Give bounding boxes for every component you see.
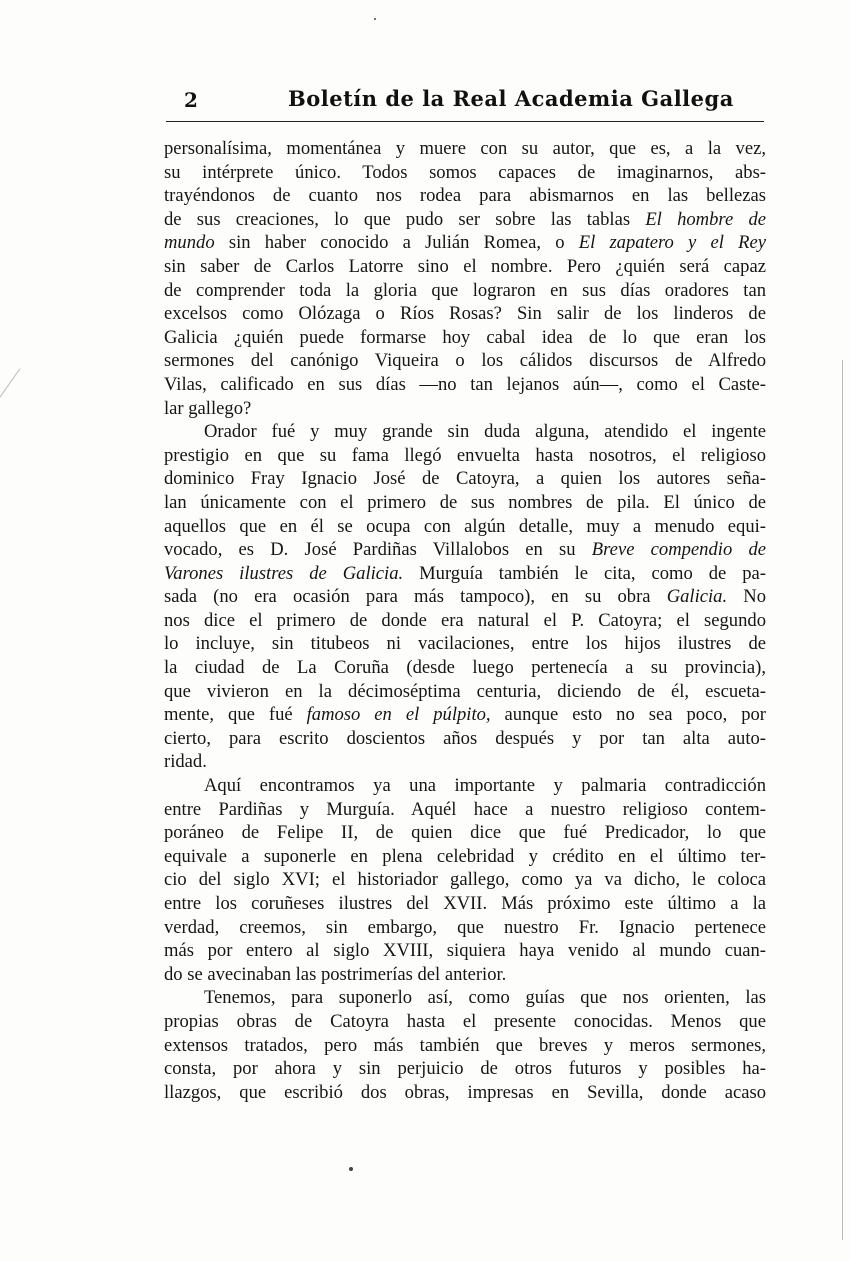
paragraph-4 (164, 986, 766, 1104)
text-line: cierto, para escrito doscientos años después y por tan alta auto- (164, 727, 766, 749)
text-line: equivale a suponerle en plena celebridad y crédito en el último ter- (164, 845, 766, 867)
italic-title: Galicia. (666, 586, 728, 608)
body-text (164, 137, 766, 1104)
page-edge-mark (842, 360, 843, 1240)
text-line: personalísima, momentánea y muere con su autor, que es, a la vez, (164, 138, 766, 159)
ink-speck (349, 1167, 353, 1171)
italic-title: El hombre de (645, 208, 766, 230)
text-line: extensos tratados, pero más también que breves y meros sermones, (164, 1034, 766, 1056)
italic-title: Varones ilustres de Galicia. (164, 562, 404, 584)
text-segment: aunque esto no sea poco, por (490, 704, 766, 726)
paragraph-3 (164, 774, 766, 986)
text-line: que vivieron en la décimoséptima centuria, diciendo de él, escueta- (164, 680, 766, 702)
text-segment: vocado, es D. José Pardiñas Villalobos en su (164, 539, 592, 561)
text-segment: No (727, 586, 766, 608)
text-line: poráneo de Felipe II, de quien dice que fué Predicador, lo que (164, 822, 766, 844)
text-line: llazgos, que escribió dos obras, impresas en Sevilla, donde acaso (164, 1081, 766, 1103)
text-line: aquellos que en él se ocupa con algún detalle, muy a menudo equi- (164, 515, 766, 537)
text-line: la ciudad de La Coruña (desde luego pertenecía a su provincia), (164, 657, 766, 679)
text-line: Aquí encontramos ya una importante y palmaria contradicción (204, 775, 766, 797)
page-number: 2 (184, 88, 198, 112)
text-line: do se avecinaban las postrimerías del anterior. (164, 963, 507, 985)
paragraph-1 (164, 137, 766, 420)
italic-title: Breve compendio de (591, 539, 766, 561)
text-line: dominico Fray Ignacio José de Catoyra, a quien los autores seña- (164, 468, 766, 490)
header-rule (166, 121, 764, 122)
text-line: Orador fué y muy grande sin duda alguna, atendido el ingente (204, 421, 766, 443)
text-line (164, 208, 766, 232)
text-segment: mente, que fué (164, 704, 307, 726)
text-line: verdad, creemos, sin embargo, que nuestro Fr. Ignacio pertenece (164, 916, 766, 938)
text-line: Vilas, calificado en sus días —no tan lejanos aún—, como el Caste- (164, 373, 766, 395)
text-line: su intérprete único. Todos somos capaces de imaginarnos, abs- (164, 161, 766, 183)
text-line (164, 562, 766, 586)
text-line: excelsos como Olózaga o Ríos Rosas? Sin salir de los linderos de (164, 303, 766, 325)
paragraph-2 (164, 420, 766, 774)
ink-speck (374, 18, 376, 20)
text-line: lan únicamente con el primero de sus nombres de pila. El único de (164, 491, 766, 513)
text-line (164, 231, 766, 255)
text-line (164, 585, 766, 609)
italic-title: famoso en el púlpito, (306, 704, 491, 726)
text-line: más por entero al siglo XVIII, siquiera haya venido al mundo cuan- (164, 940, 766, 962)
text-line: lo incluye, sin titubeos ni vacilaciones, entre los hijos ilustres de (164, 633, 766, 655)
italic-title: El zapatero y el Rey (578, 232, 766, 254)
page-edge-mark (0, 368, 20, 401)
running-title: Boletín de la Real Academia Gallega (288, 86, 734, 111)
text-line: consta, por ahora y sin perjuicio de otros futuros y posibles ha- (164, 1058, 766, 1080)
text-line: de comprender toda la gloria que lograron en sus días oradores tan (164, 279, 766, 301)
italic-title: mundo (164, 232, 215, 254)
text-line (164, 703, 766, 727)
text-segment: de sus creaciones, lo que pudo ser sobre las tablas (164, 208, 631, 230)
text-line: cio del siglo XVI; el historiador gallego, como ya va dicho, le coloca (164, 869, 766, 891)
text-line: sin saber de Carlos Latorre sino el nombre. Pero ¿quién será capaz (164, 255, 766, 277)
text-line: entre Pardiñas y Murguía. Aquél hace a nuestro religioso contem- (164, 798, 766, 820)
text-segment: sin haber conocido a Julián Romea, o (214, 232, 579, 254)
text-line: lar gallego? (164, 397, 252, 419)
text-line: trayéndonos de cuanto nos rodea para abismarnos en las bellezas (164, 185, 766, 207)
text-line: prestigio en que su fama llegó envuelta hasta nosotros, el religioso (164, 444, 766, 466)
text-line (164, 538, 766, 562)
text-line: entre los coruñeses ilustres del XVII. Más próximo este último a la (164, 893, 766, 914)
text-segment: sada (no era ocasión para más tampoco), en su obra (164, 586, 667, 608)
text-line: Galicia ¿quién puede formarse hoy cabal idea de lo que eran los (164, 326, 766, 348)
text-line: nos dice el primero de donde era natural el P. Catoyra; el segundo (164, 609, 766, 631)
text-line: sermones del canónigo Viqueira o los cálidos discursos de Alfredo (164, 350, 766, 372)
text-line: propias obras de Catoyra hasta el presente conocidas. Menos que (164, 1010, 766, 1032)
text-segment: Murguía también le cita, como de pa- (403, 562, 766, 584)
text-line: Tenemos, para suponerlo así, como guías que nos orienten, las (204, 987, 766, 1009)
text-line: ridad. (164, 751, 207, 773)
page-header (160, 86, 766, 118)
